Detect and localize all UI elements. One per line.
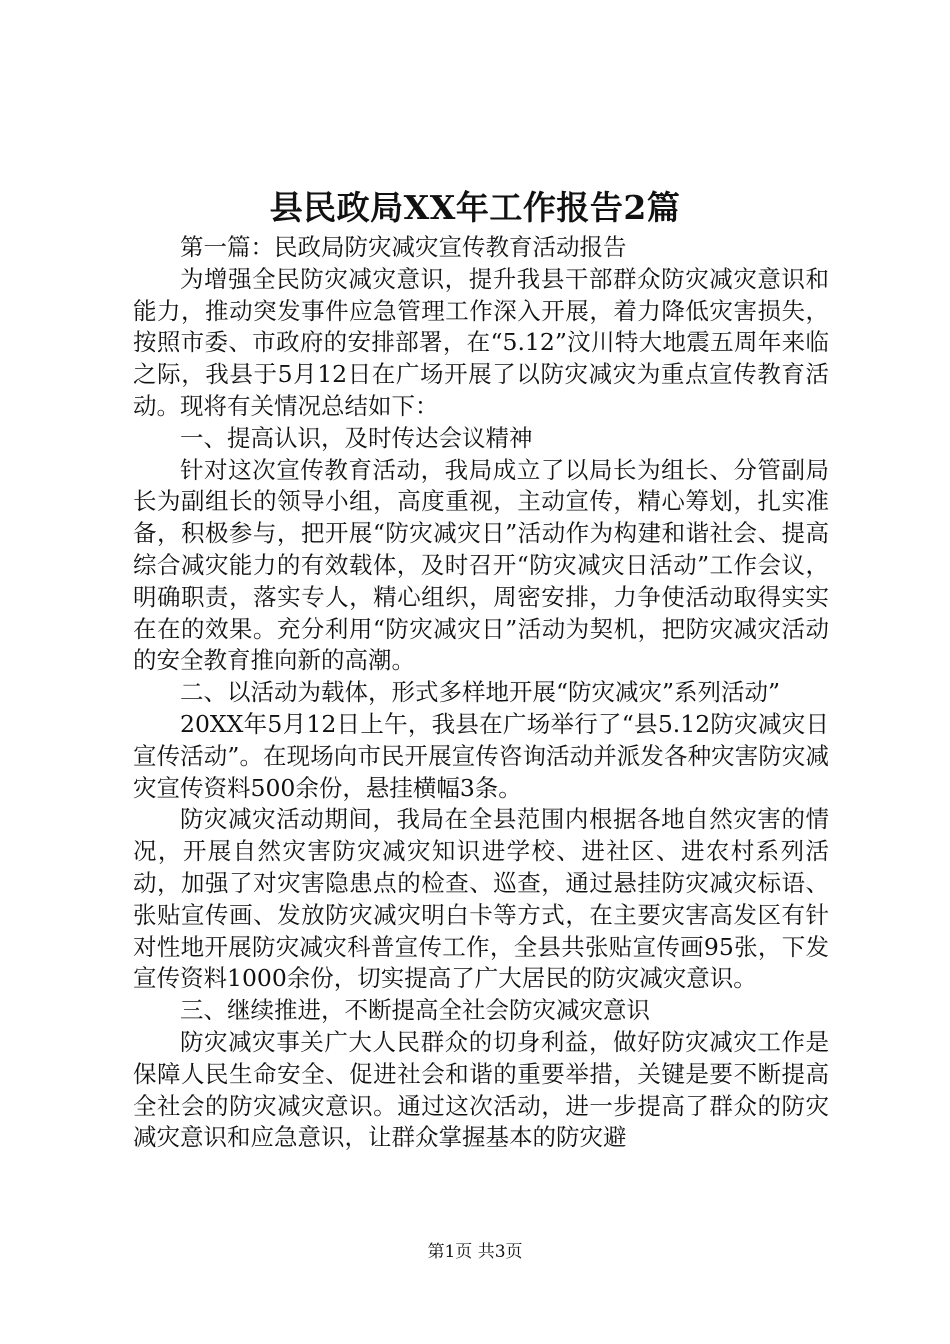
body-paragraph: 针对这次宣传教育活动，我局成立了以局长为组长、分管副局长为副组长的领导小组，高度重视，主动宣传，精心筹划，扎实准备，积极参与，把开展“防灾减灾日”活动作为构建和谐社会、提高综合减灾能力的有效载体，及时召开“防灾减灾日活动”工作会议，明确职责，落实专人，精心组织，周密安排，力争使活动取得实实在在的效果。充分利用“防灾减灾日”活动为契机，把防灾减灾活动的安全教育推向新的高潮。 [133,455,829,675]
section-heading-2: 二、以活动为载体，形式多样地开展“防灾减灾”系列活动” [180,678,781,707]
body-paragraph: 20XX年5月12日上午，我县在广场举行了“县5.12防灾减灾日宣传活动”。在现场向市民开展宣传咨询活动并派发各种灾害防灾减灾宣传资料500余份，悬挂横幅3条。 [133,709,829,802]
section-heading-3: 三、继续推进，不断提高全社会防灾减灾意识 [180,996,650,1025]
page-footer: 第1页 共3页 [427,1242,523,1262]
section-heading-part-one: 第一篇：民政局防灾减灾宣传教育活动报告 [180,233,627,261]
document-title: 县民政局XX年工作报告2篇 [269,188,681,227]
intro-paragraph: 为增强全民防灾减灾意识，提升我县干部群众防灾减灾意识和能力，推动突发事件应急管理工作深入开展，着力降低灾害损失，按照市委、市政府的安排部署，在“5.12”汶川特大地震五周年来临之际，我县于5月12日在广场开展了以防灾减灾为重点宣传教育活动。现将有关情况总结如下： [133,264,829,420]
section-heading-1: 一、提高认识，及时传达会议精神 [180,423,533,452]
body-paragraph: 防灾减灾活动期间，我局在全县范围内根据各地自然灾害的情况，开展自然灾害防灾减灾知识进学校、进社区、进农村系列活动，加强了对灾害隐患点的检查、巡查，通过悬挂防灾减灾标语、张贴宣传画、发放防灾减灾明白卡等方式，在主要灾害高发区有针对性地开展防灾减灾科普宣传工作，全县共张贴宣传画95张，下发宣传资料1000余份，切实提高了广大居民的防灾减灾意识。 [133,805,829,993]
document-body [133,232,829,1154]
body-paragraph: 防灾减灾事关广大人民群众的切身利益，做好防灾减灾工作是保障人民生命安全、促进社会和谐的重要举措，关键是要不断提高全社会的防灾减灾意识。通过这次活动，进一步提高了群众的防灾减灾意识和应急意识，让群众掌握基本的防灾避 [133,1027,829,1152]
